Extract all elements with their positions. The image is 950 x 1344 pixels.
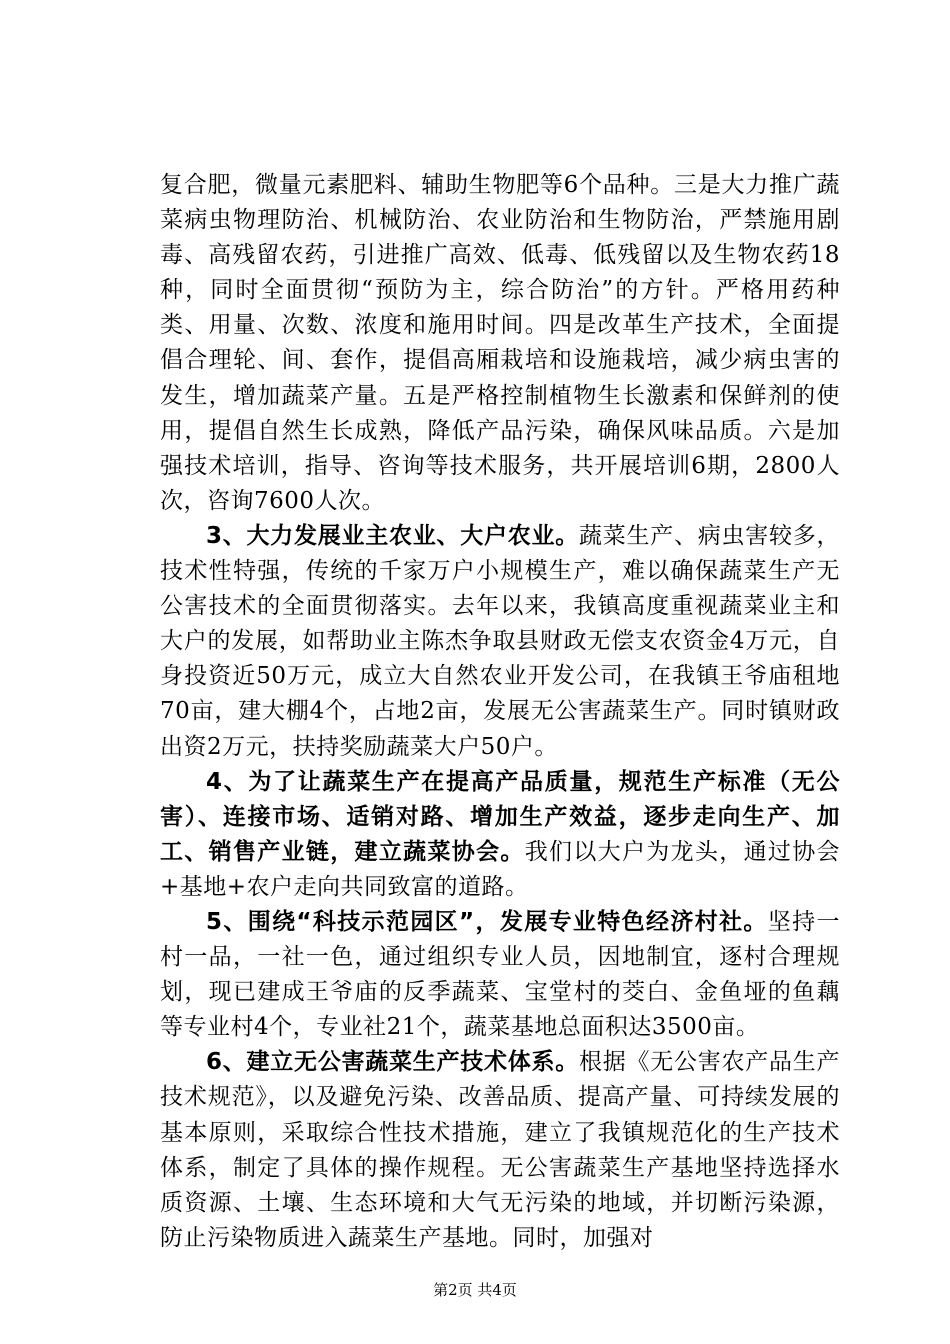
paragraph-5-body: 根据《无公害农产品生产技术规范》，以及避免污染、改善品质、提高产量、可持续发展的基本原则，采取综合性技术措施，建立了我镇规范化的生产技术体系，制定了具体的操作规程。无公害蔬菜生产基地坚持选择水质资源、土壤、生态环境和大气无污染的地域，并切断污染源，防止污染物质进入蔬菜生产基地。同时，加强对: [160, 1049, 840, 1251]
paragraph-1-body: 复合肥，微量元素肥料、辅助生物肥等6个品种。三是大力推广蔬菜病虫物理防治、机械防治、农业防治和生物防治，严禁施用剧毒、高残留农药，引进推广高效、低毒、低残留以及生物农药18种，同时全面贯彻“预防为主，综合防治”的方针。严格用药种类、用量、次数、浓度和施用时间。四是改革生产技术，全面提倡合理轮、间、套作，提倡高厢栽培和设施栽培，减少病虫害的发生，增加蔬菜产量。五是严格控制植物生长激素和保鲜剂的使用，提倡自然生长成熟，降低产品污染，确保风味品质。六是加强技术培训，指导、咨询等技术服务，共开展培训6期，2800人次，咨询7600人次。: [160, 172, 840, 514]
paragraph-2-lead: 3、大力发展业主农业、大户农业。: [206, 522, 579, 549]
paragraph-2-body: 蔬菜生产、病虫害较多，技术性特强，传统的千家万户小规模生产，难以确保蔬菜生产无公害技术的全面贯彻落实。去年以来，我镇高度重视蔬菜业主和大户的发展，如帮助业主陈杰争取县财政无偿支农资金4万元，自身投资近50万元，成立大自然农业开发公司，在我镇王爷庙租地70亩，建大棚4个，占地2亩，发展无公害蔬菜生产。同时镇财政出资2万元，扶持奖励蔬菜大户50户。: [160, 522, 840, 760]
paragraph-5: [160, 1045, 840, 1256]
document-body: [160, 168, 840, 1256]
paragraph-2: [160, 519, 840, 765]
paragraph-3: [160, 765, 840, 905]
page-footer: 第2页 共4页: [433, 1281, 517, 1299]
paragraph-3-body: 我们以大户为龙头，通过协会+基地+农户走向共同致富的道路。: [160, 838, 841, 900]
paragraph-5-lead: 6、建立无公害蔬菜生产技术体系。: [206, 1049, 579, 1076]
paragraph-3-lead: 4、为了让蔬菜生产在提高产品质量，规范生产标准（无公害）、连接市场、适销对路、增加生产效益，逐步走向生产、加工、销售产业链，建立蔬菜协会。: [160, 768, 840, 865]
paragraph-4: [160, 905, 840, 1045]
paragraph-4-body: 坚持一村一品，一社一色，通过组织专业人员，因地制宜，逐村合理规划，现已建成王爷庙的反季蔬菜、宝堂村的茭白、金鱼垭的鱼藕等专业村4个，专业社21个，蔬菜基地总面积达3500亩。: [160, 908, 840, 1041]
paragraph-4-lead: 5、围绕“科技示范园区”，发展专业特色经济村社。: [206, 908, 768, 935]
paragraph-1: [160, 168, 840, 519]
